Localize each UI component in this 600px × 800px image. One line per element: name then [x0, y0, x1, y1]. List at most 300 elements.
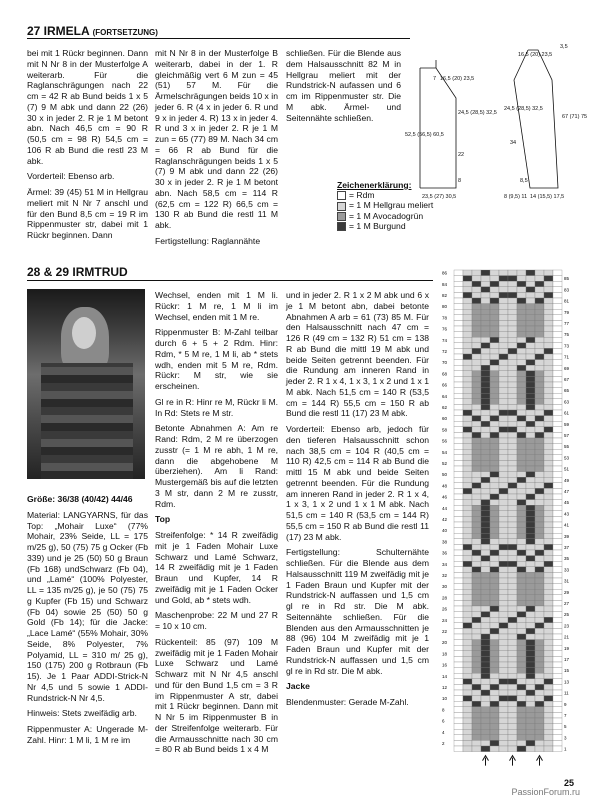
- chart-cell: [517, 382, 526, 388]
- chart-cell: [481, 640, 490, 646]
- chart-cell: [544, 550, 553, 556]
- chart-cell: [481, 701, 490, 707]
- chart-cell: [517, 673, 526, 679]
- chart-cell: [508, 550, 517, 556]
- chart-cell: [481, 410, 490, 416]
- chart-cell: [508, 444, 517, 450]
- chart-cell: [454, 309, 463, 315]
- chart-cell: [472, 690, 481, 696]
- chart-cell: [544, 516, 553, 522]
- chart-cell: [526, 505, 535, 511]
- chart-cell: [454, 360, 463, 366]
- chart-cell: [526, 472, 535, 478]
- chart-cell: [508, 544, 517, 550]
- chart-cell: [499, 332, 508, 338]
- chart-cell: [544, 606, 553, 612]
- chart-cell: [544, 477, 553, 483]
- chart-cell: [535, 270, 544, 276]
- chart-cell: [535, 466, 544, 472]
- chart-cell: [544, 662, 553, 668]
- chart-cell: [526, 628, 535, 634]
- chart-cell: [517, 488, 526, 494]
- chart-cell: [508, 494, 517, 500]
- chart-cell: [508, 460, 517, 466]
- chart-cell: [544, 724, 553, 730]
- chart-cell: [490, 360, 499, 366]
- chart-cell: [499, 365, 508, 371]
- chart-cell: [526, 382, 535, 388]
- chart-cell: [517, 354, 526, 360]
- chart-cell: [499, 376, 508, 382]
- chart-cell: [463, 595, 472, 601]
- chart-cell: [526, 623, 535, 629]
- chart-cell: [544, 729, 553, 735]
- chart-cell: [454, 298, 463, 304]
- chart-cell: [499, 287, 508, 293]
- row-number: 67: [564, 377, 570, 382]
- chart-cell: [454, 376, 463, 382]
- chart-cell: [544, 427, 553, 433]
- chart-cell: [490, 584, 499, 590]
- chart-cell: [499, 606, 508, 612]
- chart-cell: [499, 399, 508, 405]
- chart-cell: [526, 304, 535, 310]
- chart-cell: [544, 488, 553, 494]
- section-title-text: 28 & 29 IRMTRUD: [27, 265, 128, 279]
- chart-cell: [481, 449, 490, 455]
- chart-cell: [526, 556, 535, 562]
- chart-cell: [535, 416, 544, 422]
- chart-cell: [553, 287, 562, 293]
- chart-cell: [535, 516, 544, 522]
- paragraph: Rippenmuster B: M-Zahl teilbar durch 6 + 5 + 2 Rdm. Hinr: Rdm, * 5 M re, 1 M li, ab * stets wdh, enden mit 5 M re, Rdm. Rückr: M str, wie sie erscheinen.: [155, 327, 278, 391]
- chart-cell: [517, 270, 526, 276]
- chart-cell: [508, 740, 517, 746]
- chart-cell: [454, 472, 463, 478]
- chart-cell: [526, 488, 535, 494]
- chart-cell: [517, 707, 526, 713]
- chart-cell: [463, 287, 472, 293]
- chart-cell: [499, 432, 508, 438]
- chart-cell: [472, 455, 481, 461]
- chart-cell: [553, 337, 562, 343]
- chart-cell: [553, 617, 562, 623]
- chart-cell: [481, 617, 490, 623]
- chart-cell: [499, 371, 508, 377]
- chart-cell: [463, 466, 472, 472]
- row-number: 41: [564, 522, 570, 528]
- chart-cell: [472, 584, 481, 590]
- chart-cell: [508, 399, 517, 405]
- chart-cell: [535, 595, 544, 601]
- chart-cell: [517, 432, 526, 438]
- chart-cell: [517, 724, 526, 730]
- chart-cell: [508, 337, 517, 343]
- chart-cell: [508, 572, 517, 578]
- chart-cell: [481, 315, 490, 321]
- chart-cell: [463, 600, 472, 606]
- chart-cell: [526, 550, 535, 556]
- row-number: 79: [564, 309, 570, 315]
- chart-cell: [490, 522, 499, 528]
- paragraph: Wechsel, enden mit 1 M li. Rückr: 1 M re, 1 M li im Wechsel, enden mit 1 M re.: [155, 290, 278, 322]
- row-number: 29: [564, 589, 570, 595]
- chart-cell: [463, 668, 472, 674]
- dim-label: 16,5 (20) 23,5: [440, 76, 475, 82]
- chart-cell: [454, 623, 463, 629]
- chart-cell: [454, 320, 463, 326]
- chart-cell: [472, 444, 481, 450]
- chart-cell: [472, 600, 481, 606]
- chart-cell: [508, 449, 517, 455]
- chart-cell: [454, 399, 463, 405]
- chart-cell: [499, 309, 508, 315]
- chart-cell: [481, 567, 490, 573]
- chart-cell: [499, 718, 508, 724]
- chart-cell: [526, 376, 535, 382]
- chart-cell: [553, 326, 562, 332]
- chart-cell: [472, 533, 481, 539]
- chart-cell: [517, 606, 526, 612]
- chart-cell: [472, 623, 481, 629]
- chart-cell: [535, 634, 544, 640]
- chart-cell: [517, 343, 526, 349]
- chart-cell: [490, 746, 499, 752]
- chart-cell: [526, 707, 535, 713]
- chart-cell: [454, 522, 463, 528]
- chart-cell: [481, 276, 490, 282]
- row-number: 5: [564, 724, 567, 730]
- chart-cell: [463, 623, 472, 629]
- chart-cell: [535, 371, 544, 377]
- chart-cell: [499, 343, 508, 349]
- chart-cell: [481, 684, 490, 690]
- chart-cell: [535, 337, 544, 343]
- chart-cell: [499, 628, 508, 634]
- chart-cell: [499, 617, 508, 623]
- chart-cell: [463, 505, 472, 511]
- chart-cell: [508, 578, 517, 584]
- chart-cell: [463, 589, 472, 595]
- chart-cell: [472, 718, 481, 724]
- chart-cell: [490, 444, 499, 450]
- chart-cell: [517, 584, 526, 590]
- chart-cell: [544, 432, 553, 438]
- row-number: 4: [442, 729, 445, 735]
- chart-cell: [490, 544, 499, 550]
- chart-cell: [553, 673, 562, 679]
- chart-cell: [499, 292, 508, 298]
- chart-cell: [553, 298, 562, 304]
- chart-cell: [553, 427, 562, 433]
- chart-cell: [454, 488, 463, 494]
- row-number: 32: [442, 573, 448, 578]
- row-number: 66: [442, 382, 448, 388]
- chart-cell: [490, 578, 499, 584]
- chart-cell: [454, 572, 463, 578]
- chart-cell: [517, 544, 526, 550]
- chart-cell: [526, 684, 535, 690]
- chart-cell: [463, 701, 472, 707]
- row-number: 57: [564, 433, 570, 438]
- chart-cell: [517, 684, 526, 690]
- chart-cell: [454, 354, 463, 360]
- chart-cell: [517, 668, 526, 674]
- chart-cell: [463, 320, 472, 326]
- chart-cell: [499, 410, 508, 416]
- chart-cell: [517, 332, 526, 338]
- chart-cell: [499, 500, 508, 506]
- chart-cell: [544, 740, 553, 746]
- chart-cell: [481, 483, 490, 489]
- chart-cell: [508, 640, 517, 646]
- chart-cell: [499, 600, 508, 606]
- row-number: 62: [442, 405, 448, 410]
- paragraph: und in jeder 2. R 1 x 2 M abk und 6 x je 1 M betont abn, dabei betonte Abnahmen A arb = 61 (73) 85 M. Für den Halsausschnitt nach 47 cm = 126 R (49 cm = 132 R) 51 cm = 138 R ab Bund die mittl 19 M abk und beide Seiten getrennt beenden. Für die Rundung am inneren Rand in jeder 2. R 1 x 4, 1 x 3, 1 x 2 und 1 x 1 M abk. Nach 51,5 cm = 140 R (53,5 cm = 144 R) 55,5 cm = 150 R ab Bund die restl 11 (17) 23 M abk.: [286, 290, 429, 419]
- chart-cell: [526, 483, 535, 489]
- chart-cell: [553, 511, 562, 517]
- row-number: 25: [564, 612, 570, 618]
- chart-cell: [481, 371, 490, 377]
- row-number: 74: [442, 337, 448, 343]
- row-number: 11: [564, 690, 569, 696]
- chart-cell: [517, 572, 526, 578]
- chart-cell: [517, 589, 526, 595]
- chart-cell: [526, 315, 535, 321]
- chart-cell: [472, 488, 481, 494]
- row-number: 81: [564, 298, 570, 304]
- chart-cell: [472, 382, 481, 388]
- chart-cell: [454, 712, 463, 718]
- chart-cell: [472, 315, 481, 321]
- chart-cell: [508, 416, 517, 422]
- chart-cell: [463, 528, 472, 534]
- chart-cell: [544, 388, 553, 394]
- chart-cell: [472, 578, 481, 584]
- dim-label: 52,5 (56,5) 60,5: [405, 132, 444, 138]
- chart-cell: [499, 483, 508, 489]
- chart-cell: [553, 662, 562, 668]
- chart-cell: [472, 421, 481, 427]
- chart-cell: [472, 511, 481, 517]
- chart-cell: [508, 393, 517, 399]
- chart-cell: [553, 399, 562, 405]
- chart-cell: [544, 746, 553, 752]
- chart-cell: [517, 348, 526, 354]
- chart-cell: [508, 320, 517, 326]
- chart-cell: [472, 270, 481, 276]
- chart-cell: [490, 472, 499, 478]
- chart-cell: [544, 679, 553, 685]
- chart-cell: [472, 292, 481, 298]
- chart-cell: [544, 371, 553, 377]
- chart-cell: [481, 337, 490, 343]
- chart-cell: [553, 589, 562, 595]
- chart-cell: [490, 740, 499, 746]
- chart-cell: [463, 522, 472, 528]
- chart-cell: [535, 572, 544, 578]
- chart-cell: [463, 438, 472, 444]
- chart-cell: [544, 460, 553, 466]
- chart-cell: [454, 556, 463, 562]
- chart-cell: [544, 399, 553, 405]
- row-number: 58: [442, 427, 448, 433]
- chart-cell: [553, 701, 562, 707]
- chart-cell: [535, 500, 544, 506]
- chart-cell: [535, 707, 544, 713]
- chart-cell: [463, 354, 472, 360]
- chart-cell: [553, 483, 562, 489]
- chart-cell: [517, 740, 526, 746]
- chart-cell: [535, 315, 544, 321]
- chart-cell: [481, 516, 490, 522]
- row-number: 82: [442, 293, 448, 298]
- chart-cell: [535, 281, 544, 287]
- chart-cell: [454, 735, 463, 741]
- chart-cell: [490, 589, 499, 595]
- paragraph: Vorderteil: Ebenso arb, jedoch für den tieferen Halsausschnitt schon nach 38,5 cm = 104 R (40,5 cm = 110 R) 42,5 cm = 114 R ab Bund die mittl 15 M abk und beide Seiten getrennt beenden. Für die Rundung am inneren Rand in jeder 2. R 1 x 4, 1 x 3, 1 x 2 und 1 x 1 M abk. Nach 51,5 cm = 140 R (53,5 cm = 144 R) 55,5 cm = 150 R ab Bund die restl 11 (17) 23 M abk.: [286, 424, 429, 542]
- chart-cell: [526, 578, 535, 584]
- chart-cell: [454, 696, 463, 702]
- chart-cell: [499, 320, 508, 326]
- chart-cell: [472, 606, 481, 612]
- chart-cell: [553, 410, 562, 416]
- chart-cell: [472, 673, 481, 679]
- chart-cell: [526, 332, 535, 338]
- row-number: 56: [442, 438, 448, 444]
- chart-cell: [526, 432, 535, 438]
- chart-cell: [481, 466, 490, 472]
- chart-cell: [526, 600, 535, 606]
- chart-cell: [508, 304, 517, 310]
- chart-cell: [517, 416, 526, 422]
- chart-cell: [544, 595, 553, 601]
- chart-cell: [481, 505, 490, 511]
- chart-cell: [463, 684, 472, 690]
- chart-cell: [544, 640, 553, 646]
- chart-cell: [517, 628, 526, 634]
- row-number: 84: [442, 281, 448, 287]
- chart-cell: [463, 645, 472, 651]
- row-number: 52: [442, 461, 448, 466]
- chart-cell: [526, 589, 535, 595]
- chart-cell: [544, 348, 553, 354]
- chart-cell: [454, 533, 463, 539]
- chart-cell: [463, 337, 472, 343]
- chart-cell: [517, 645, 526, 651]
- chart-cell: [463, 365, 472, 371]
- chart-cell: [553, 488, 562, 494]
- chart-cell: [472, 360, 481, 366]
- chart-cell: [499, 505, 508, 511]
- chart-cell: [481, 673, 490, 679]
- chart-cell: [517, 365, 526, 371]
- chart-cell: [535, 544, 544, 550]
- chart-cell: [553, 578, 562, 584]
- chart-cell: [508, 701, 517, 707]
- chart-cell: [490, 628, 499, 634]
- chart-cell: [490, 561, 499, 567]
- chart-cell: [526, 724, 535, 730]
- chart-cell: [535, 505, 544, 511]
- chart-cell: [517, 276, 526, 282]
- chart-cell: [472, 617, 481, 623]
- chart-cell: [544, 337, 553, 343]
- chart-cell: [463, 332, 472, 338]
- row-number: 23: [564, 623, 570, 629]
- chart-cell: [517, 483, 526, 489]
- paragraph: Ärmel: 39 (45) 51 M in Hellgrau meliert mit N Nr 7 anschl und für den Bund 8,5 cm = 19 R im Rippenmuster str, dabei mit 1 Rückr beginnen. Dann: [27, 187, 148, 240]
- chart-cell: [490, 494, 499, 500]
- chart-cell: [454, 388, 463, 394]
- chart-cell: [481, 628, 490, 634]
- paragraph: Rippenmuster A: Ungerade M-Zahl. Hinr: 1 M li, 1 M re im: [27, 724, 148, 745]
- chart-cell: [544, 696, 553, 702]
- chart-cell: [508, 556, 517, 562]
- chart-cell: [508, 612, 517, 618]
- chart-cell: [481, 522, 490, 528]
- chart-cell: [535, 304, 544, 310]
- chart-cell: [454, 701, 463, 707]
- chart-cell: [517, 326, 526, 332]
- chart-cell: [454, 718, 463, 724]
- chart-cell: [454, 673, 463, 679]
- chart-cell: [508, 617, 517, 623]
- chart-cell: [517, 735, 526, 741]
- chart-cell: [454, 421, 463, 427]
- chart-cell: [526, 696, 535, 702]
- chart-cell: [508, 287, 517, 293]
- chart-cell: [499, 550, 508, 556]
- chart-cell: [463, 572, 472, 578]
- chart-cell: [472, 365, 481, 371]
- chart-cell: [472, 466, 481, 472]
- chart-cell: [481, 740, 490, 746]
- chart-cell: [490, 623, 499, 629]
- chart-cell: [463, 746, 472, 752]
- chart-cell: [463, 606, 472, 612]
- dim-label: 14 (15,5) 17,5: [530, 194, 565, 200]
- chart-cell: [463, 516, 472, 522]
- chart-cell: [553, 416, 562, 422]
- chart-cell: [463, 348, 472, 354]
- chart-cell: [499, 388, 508, 394]
- chart-cell: [544, 673, 553, 679]
- chart-cell: [535, 589, 544, 595]
- chart-cell: [490, 505, 499, 511]
- chart-cell: [463, 309, 472, 315]
- chart-cell: [490, 304, 499, 310]
- chart-cell: [463, 662, 472, 668]
- chart-cell: [553, 343, 562, 349]
- chart-cell: [454, 651, 463, 657]
- subheading: Jacke: [286, 681, 310, 692]
- chart-cell: [490, 701, 499, 707]
- chart-cell: [490, 393, 499, 399]
- row-number: 65: [564, 388, 570, 394]
- chart-cell: [454, 539, 463, 545]
- chart-cell: [454, 528, 463, 534]
- chart-cell: [526, 494, 535, 500]
- chart-cell: [526, 533, 535, 539]
- chart-cell: [499, 421, 508, 427]
- chart-cell: [454, 449, 463, 455]
- chart-cell: [463, 315, 472, 321]
- chart-cell: [517, 662, 526, 668]
- chart-cell: [481, 645, 490, 651]
- chart-cell: [481, 360, 490, 366]
- chart-cell: [481, 438, 490, 444]
